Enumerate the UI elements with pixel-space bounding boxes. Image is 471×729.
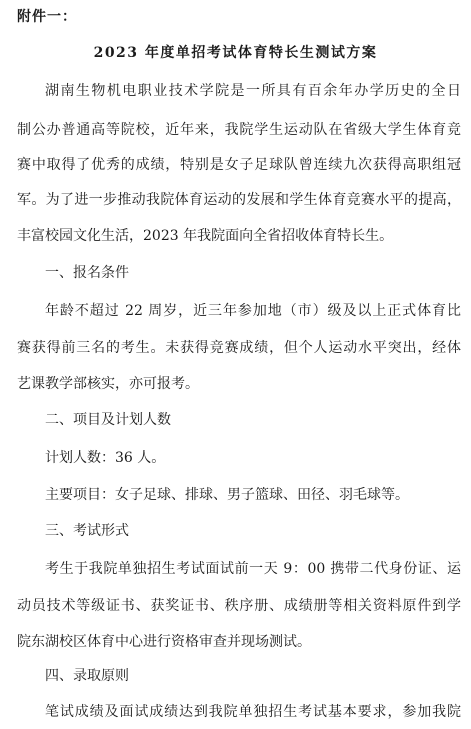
- intro-line-1: 湖南生物机电职业技术学院是一所具有百余年办学历史的全日: [45, 83, 461, 99]
- section-2-items: 主要项目：女子足球、排球、男子篮球、田径、羽毛球等。: [45, 487, 409, 503]
- intro-line-2: 制公办普通高等院校，近年来，我院学生运动队在省级大学生体育竞: [17, 122, 461, 138]
- section-1-line-1: 年龄不超过 22 周岁，近三年参加地（市）级及以上正式体育比: [45, 303, 461, 319]
- section-1-line-2: 赛获得前三名的考生。未获得竞赛成绩，但个人运动水平突出，经体: [17, 340, 461, 356]
- intro-line-3: 赛中取得了优秀的成绩，特别是女子足球队曾连续九次获得高职组冠: [17, 157, 461, 173]
- section-2-heading: 二、项目及计划人数: [45, 412, 171, 428]
- section-4-line-1: 笔试成绩及面试成绩达到我院单独招生考试基本要求，参加我院: [45, 704, 461, 720]
- section-2-plan: 计划人数：36 人。: [45, 450, 166, 466]
- section-1-line-3: 艺课教学部核实，亦可报考。: [17, 376, 199, 392]
- section-1-heading: 一、报名条件: [45, 265, 129, 281]
- section-3-line-3: 院东湖校区体育中心进行资格审查并现场测试。: [17, 634, 311, 650]
- section-3-line-2: 动员技术等级证书、获奖证书、秩序册、成绩册等相关资料原件到学: [17, 598, 461, 614]
- intro-line-4: 军。为了进一步推动我院体育运动的发展和学生体育竞赛水平的提高，: [17, 192, 461, 208]
- section-4-heading: 四、录取原则: [45, 668, 129, 684]
- intro-line-5: 丰富校园文化生活，2023 年我院面向全省招收体育特长生。: [17, 228, 394, 244]
- document-title: 2023 年度单招考试体育特长生测试方案: [93, 45, 378, 61]
- attachment-label: 附件一：: [17, 9, 77, 25]
- section-3-heading: 三、考试形式: [45, 523, 129, 539]
- section-3-line-1: 考生于我院单独招生考试面试前一天 9：00 携带二代身份证、运: [45, 561, 461, 577]
